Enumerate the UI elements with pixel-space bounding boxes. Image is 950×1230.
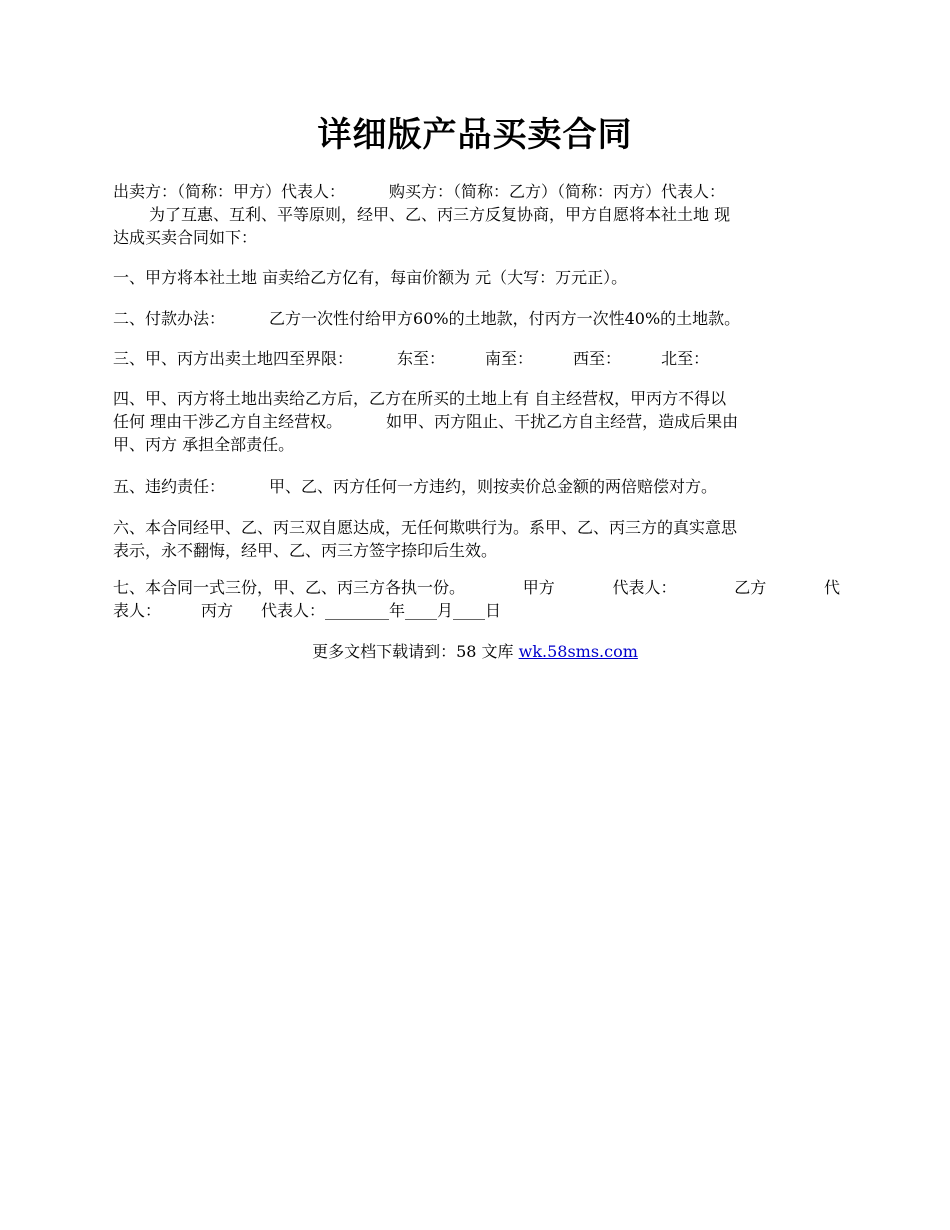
intro-line-1: 为了互惠、互利、平等原则，经甲、乙、丙三方反复协商，甲方自愿将本社土地 现 [149, 205, 731, 224]
clause-2 [113, 307, 840, 330]
clause-7 [113, 576, 840, 622]
clause-4-line-2b: 如甲、丙方阻止、干扰乙方自主经营，造成后果由 [386, 412, 739, 431]
clause-6-line-2: 表示，永不翻悔，经甲、乙、丙三方签字捺印后生效。 [113, 541, 498, 560]
clause-5 [113, 475, 840, 498]
header-block [113, 180, 840, 249]
clause-3-label: 三、甲、丙方出卖土地四至界限： [113, 349, 354, 368]
clause-6-line-1: 六、本合同经甲、乙、丙三双自愿达成，无任何欺哄行为。系甲、乙、丙三方的真实意思 [113, 518, 738, 537]
parties-line [113, 180, 840, 203]
clause-7-line-1 [113, 576, 840, 599]
clause-6 [113, 516, 840, 562]
rep-b-label-end: 表人： [113, 601, 162, 620]
clause-3 [113, 347, 840, 370]
party-a-label: 甲方 [522, 578, 555, 597]
clause-5-label: 五、违约责任： [113, 477, 226, 496]
signature-date-line: 代表人：________年____月____日 [261, 601, 502, 620]
party-c-label: 丙方 [201, 601, 234, 620]
rep-b-label-start: 代 [823, 578, 840, 597]
boundary-south: 南至： [485, 349, 534, 368]
rep-a-label: 代表人： [612, 578, 677, 597]
intro-line-2: 达成买卖合同如下： [113, 228, 258, 247]
party-b-label: 乙方 [734, 578, 767, 597]
clause-4-line-2a: 任何 理由干涉乙方自主经营权。 [113, 412, 343, 431]
boundary-east: 东至： [397, 349, 446, 368]
clause-4-line-3: 甲、丙方 承担全部责任。 [113, 435, 295, 454]
clause-4-line-1: 四、甲、丙方将土地出卖给乙方后，乙方在所买的土地上有 自主经营权，甲丙方不得以 [113, 389, 727, 408]
clause-1-text: 一、甲方将本社土地 亩卖给乙方亿有，每亩价额为 元（大写：万元正）。 [113, 268, 628, 287]
intro-paragraph [113, 203, 840, 226]
seller-label: 出卖方：（简称：甲方）代表人： [113, 182, 346, 201]
clause-4 [113, 387, 840, 456]
clause-7-text: 七、本合同一式三份，甲、乙、丙三方各执一份。 [113, 578, 466, 597]
clause-7-line-2 [113, 599, 840, 622]
document-title: 详细版产品买卖合同 [317, 115, 633, 155]
clause-1 [113, 266, 840, 289]
footer-link[interactable]: wk.58sms.com [518, 642, 638, 661]
clause-2-text: 乙方一次性付给甲方60%的土地款，付丙方一次性40%的土地款。 [269, 309, 741, 328]
boundary-west: 西至： [573, 349, 622, 368]
buyer-label: 购买方：（简称：乙方）（简称：丙方）代表人： [389, 182, 726, 201]
clause-2-label: 二、付款办法： [113, 309, 226, 328]
boundary-north: 北至： [661, 349, 710, 368]
footer-text: 更多文档下载请到：58 文库 [312, 642, 519, 661]
clause-5-text: 甲、乙、丙方任何一方违约，则按卖价总金额的两倍赔偿对方。 [269, 477, 718, 496]
footer [0, 640, 950, 663]
